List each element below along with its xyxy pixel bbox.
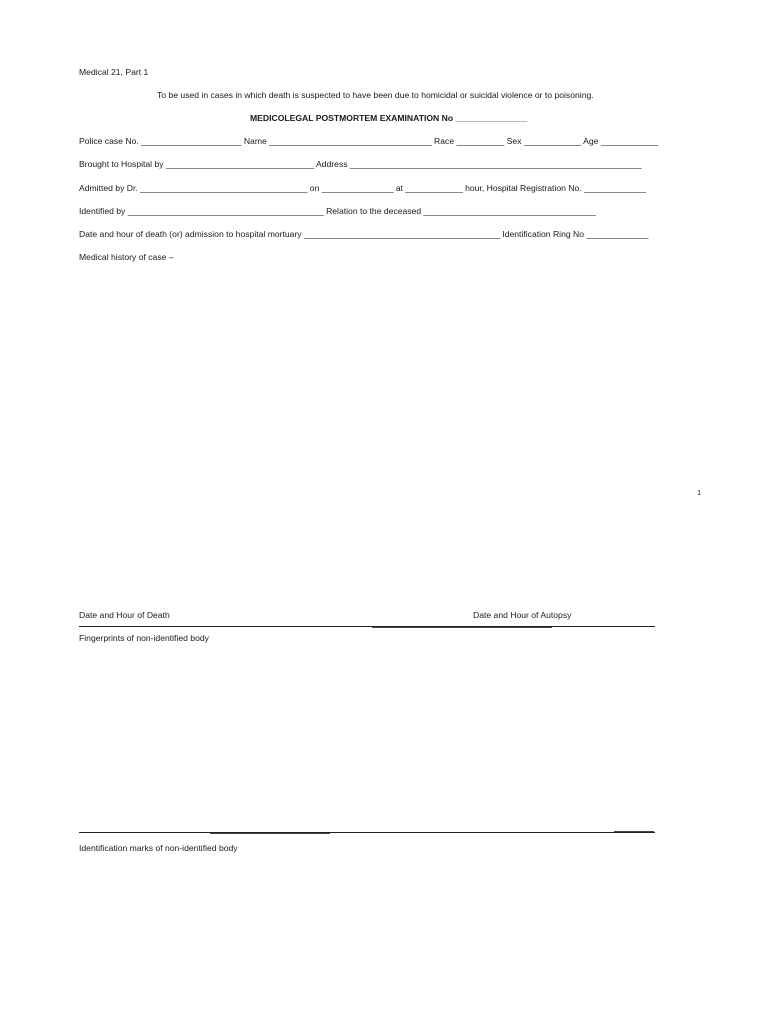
date-hour-death-admission-line[interactable]: Date and hour of death (or) admission to hospital mortuary _________________________________________ Identification Ring No _____________	[79, 229, 649, 239]
page-number: 1	[697, 488, 702, 497]
brought-to-hospital-line[interactable]: Brought to Hospital by _______________________________ Address _____________________________________________________________	[79, 159, 642, 169]
identified-by-line[interactable]: Identified by _________________________________________ Relation to the deceased ____________________________________	[79, 206, 596, 216]
admitted-by-line[interactable]: Admitted by Dr. ___________________________________ on _______________ at ____________ hour, Hospital Registration No. _____________	[79, 183, 647, 193]
identification-marks-label: Identification marks of non-identified body	[79, 843, 238, 853]
fingerprints-label: Fingerprints of non-identified body	[79, 633, 209, 643]
police-case-line[interactable]: Police case No. _____________________ Name __________________________________ Race __________ Sex ____________ Age ____________	[79, 136, 659, 146]
date-hour-of-death-label: Date and Hour of Death	[79, 610, 170, 620]
form-title: MEDICOLEGAL POSTMORTEM EXAMINATION No _______________	[250, 113, 528, 123]
divider-rule-2b	[210, 833, 330, 834]
divider-rule-1	[79, 626, 655, 627]
date-hour-of-autopsy-label: Date and Hour of Autopsy	[473, 610, 572, 620]
medical-history-label: Medical history of case –	[79, 252, 174, 262]
divider-rule-2	[79, 832, 655, 833]
divider-rule-2c	[614, 831, 654, 832]
divider-rule-1b	[372, 627, 552, 628]
form-instruction: To be used in cases in which death is suspected to have been due to homicidal or suicidal violence or to poisoning.	[157, 90, 594, 100]
form-id: Medical 21, Part 1	[79, 67, 149, 77]
